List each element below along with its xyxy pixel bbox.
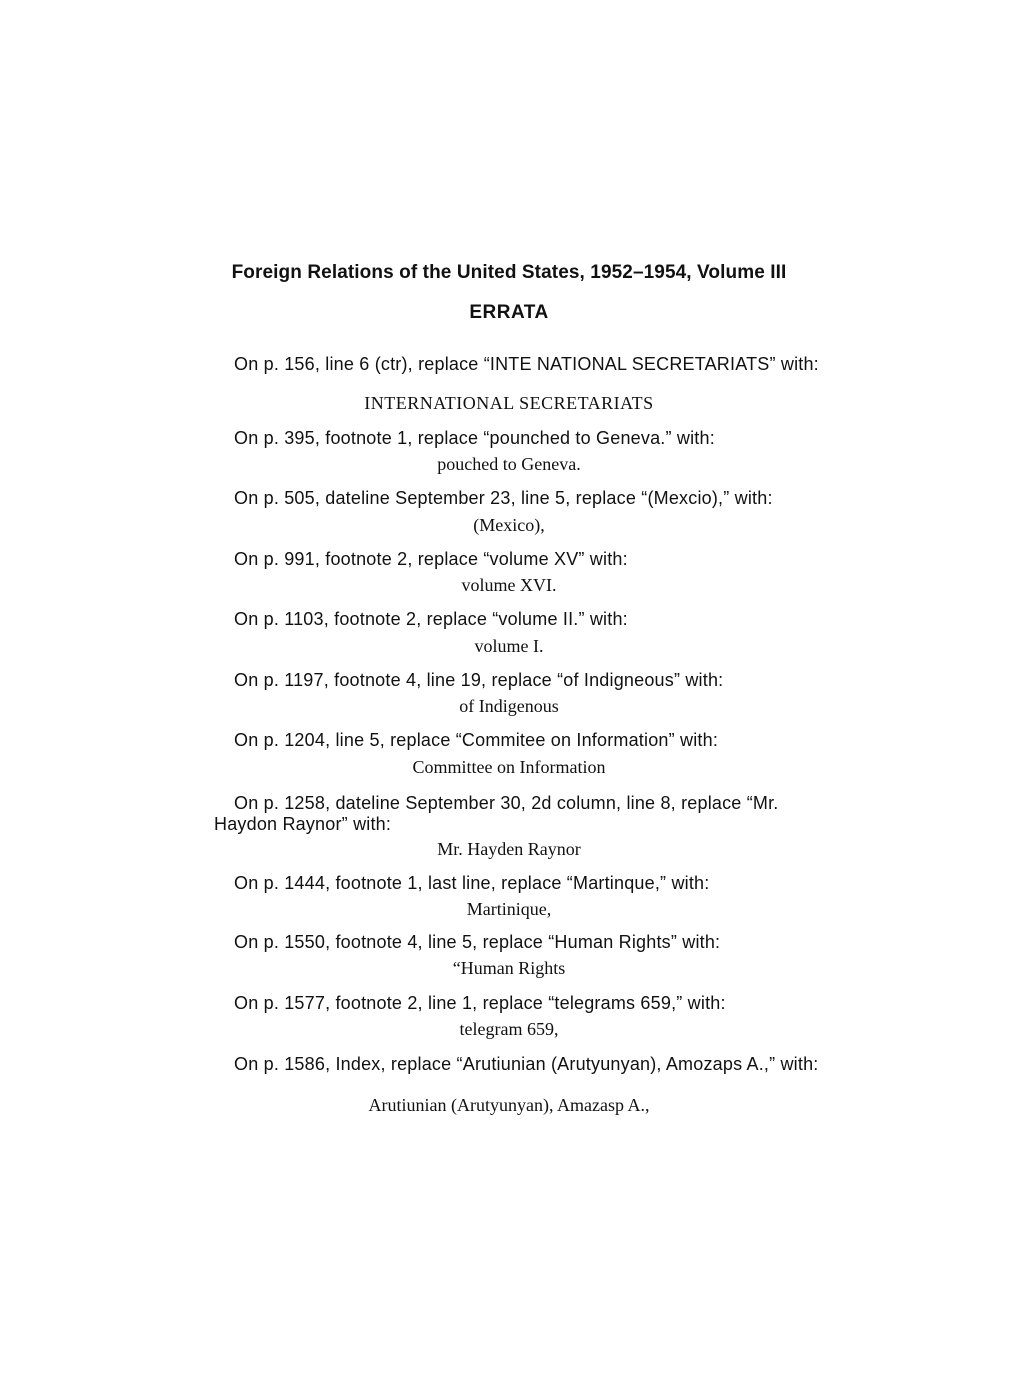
erratum-replacement: volume I. [474, 636, 544, 656]
erratum-replacement: pouched to Geneva. [437, 454, 581, 474]
erratum-instruction: On p. 505, dateline September 23, line 5, replace “(Mexcio),” with: [234, 488, 773, 508]
erratum-instruction: On p. 1577, footnote 2, line 1, replace “telegrams 659,” with: [234, 993, 726, 1013]
erratum-replacement: of Indigenous [459, 696, 559, 716]
erratum-instruction: On p. 156, line 6 (ctr), replace “INTE NATIONAL SECRETARIATS” with: [234, 354, 819, 374]
erratum-instruction: On p. 1586, Index, replace “Arutiunian (Arutyunyan), Amozaps A.,” with: [234, 1054, 819, 1074]
document-title: Foreign Relations of the United States, 1952–1954, Volume III [231, 262, 787, 283]
erratum-instruction: On p. 1444, footnote 1, last line, replace “Martinque,” with: [234, 873, 710, 893]
erratum-replacement: Mr. Hayden Raynor [437, 839, 581, 859]
erratum-instruction: On p. 1258, dateline September 30, 2d column, line 8, replace “Mr. Haydon Raynor” with: [214, 793, 779, 834]
erratum-instruction: On p. 1204, line 5, replace “Commitee on Information” with: [234, 730, 719, 750]
erratum-replacement: INTERNATIONAL SECRETARIATS [364, 393, 654, 413]
erratum-replacement: telegram 659, [459, 1019, 559, 1039]
erratum-replacement: Arutiunian (Arutyunyan), Amazasp A., [368, 1095, 650, 1115]
erratum-replacement: Martinique, [466, 899, 552, 919]
erratum-instruction: On p. 1197, footnote 4, line 19, replace “of Indigneous” with: [234, 670, 724, 690]
erratum-replacement: “Human Rights [452, 958, 566, 978]
erratum-instruction: On p. 991, footnote 2, replace “volume XV” with: [234, 549, 628, 569]
erratum-instruction: On p. 1103, footnote 2, replace “volume II.” with: [234, 609, 628, 629]
errata-heading: ERRATA [469, 302, 549, 323]
erratum-instruction: On p. 1550, footnote 4, line 5, replace “Human Rights” with: [234, 932, 721, 952]
erratum-replacement: (Mexico), [473, 515, 545, 535]
erratum-replacement: volume XVI. [461, 575, 557, 595]
erratum-replacement: Committee on Information [412, 757, 606, 777]
erratum-instruction: On p. 395, footnote 1, replace “pounched to Geneva.” with: [234, 428, 715, 448]
